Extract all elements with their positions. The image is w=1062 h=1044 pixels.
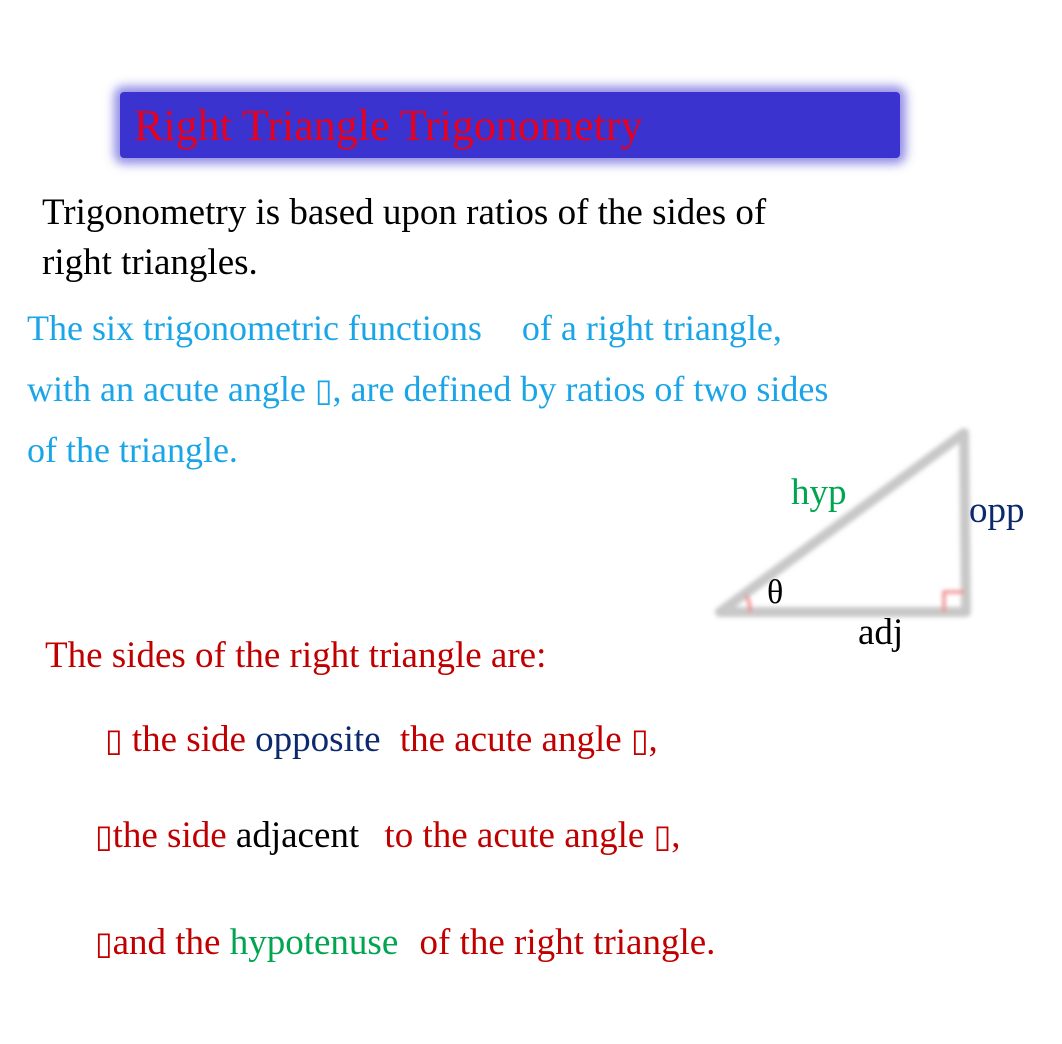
hyp-label: hyp (791, 472, 847, 513)
bullet-term-hypotenuse: hypotenuse (229, 922, 399, 963)
bullet-marker: ▯ (105, 722, 123, 758)
bullet-text-d: , (671, 815, 681, 856)
intro-line-2: right triangles. (42, 242, 258, 283)
definition-line-2b: , are defined by ratios (332, 369, 646, 409)
adj-label: adj (858, 612, 904, 653)
triangle-edges (720, 433, 966, 612)
bullet-text-d: , (648, 719, 658, 760)
intro-paragraph (42, 188, 902, 288)
bullet-text-c: to the acute angle (384, 815, 645, 856)
definition-line-2 (27, 369, 828, 410)
sides-heading: The sides of the right triangle are: (45, 635, 547, 676)
intro-line-1: Trigonometry is based upon ratios of the sides of (42, 192, 767, 233)
definition-line-3: of the triangle. (27, 430, 238, 470)
definition-line-2a: with an acute angle (27, 369, 306, 409)
definition-line-1b: of a right triangle, (521, 308, 782, 348)
theta-placeholder-glyph: ▯ (653, 818, 672, 854)
bullet-hypotenuse (95, 921, 715, 965)
bullet-text-c: the acute angle (399, 719, 622, 760)
opp-label: opp (969, 490, 1025, 531)
bullet-term-adjacent: adjacent (235, 815, 360, 856)
bullet-marker: ▯ (95, 925, 113, 961)
definition-line-2c: of two sides (654, 369, 829, 409)
bullet-text-a: the side (131, 719, 246, 760)
bullet-text-c: of the right triangle. (419, 922, 716, 963)
right-triangle-diagram (700, 415, 1000, 630)
bullet-opposite (105, 718, 658, 762)
theta-placeholder-glyph: ▯ (314, 372, 333, 408)
bullet-text-a: and the (112, 922, 221, 963)
bullet-term-opposite: opposite (255, 719, 381, 760)
theta-label: θ (767, 574, 784, 611)
definition-line-1 (27, 308, 782, 348)
bullet-text-a: the side (112, 815, 227, 856)
slide-title: Right Triangle Trigonometry (134, 101, 643, 150)
bullet-adjacent (95, 814, 680, 858)
theta-placeholder-glyph: ▯ (630, 722, 649, 758)
definition-line-1a: The six trigonometric functions (27, 308, 482, 348)
bullet-marker: ▯ (95, 818, 113, 854)
